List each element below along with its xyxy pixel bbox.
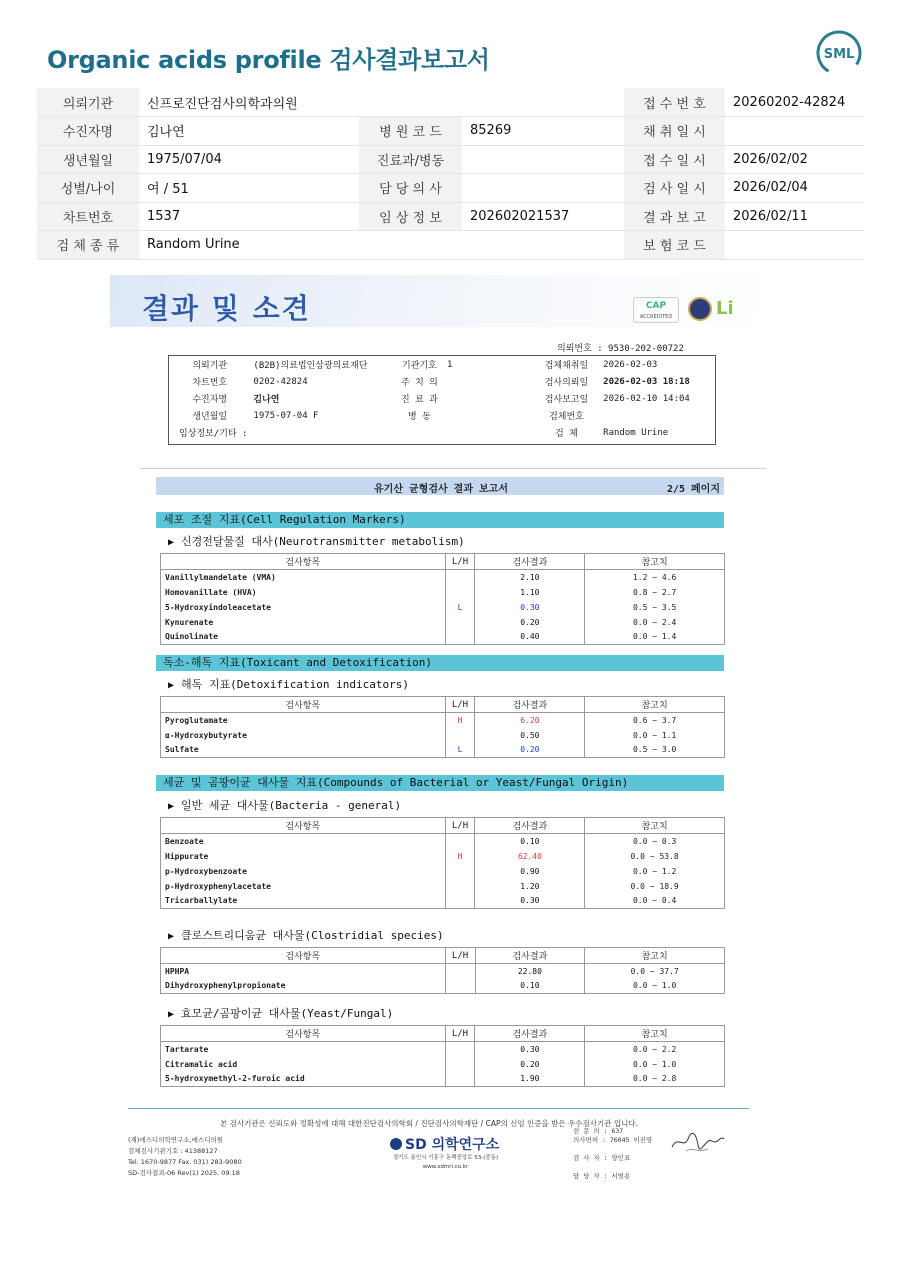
cell-name: Hippurate — [161, 849, 446, 864]
cell-lh: H — [445, 713, 475, 728]
report-patient-box — [168, 355, 716, 445]
info-row — [37, 145, 864, 174]
page-title: Organic acids profile 검사결과보고서 — [47, 46, 490, 74]
info-label: 검 사 일 시 — [624, 174, 725, 203]
report-header — [110, 275, 768, 327]
cell-lh — [445, 1057, 475, 1072]
patient-box-cell — [444, 424, 533, 441]
cell-ref: 0.0 ~ 0.4 — [585, 894, 725, 909]
cell-ref: 0.5 ~ 3.0 — [585, 743, 725, 758]
table-row — [161, 864, 725, 879]
table-row — [161, 1057, 725, 1072]
info-row — [37, 231, 864, 260]
table-row — [161, 585, 725, 600]
cell-lh — [445, 1042, 475, 1057]
section-header: 독소-해독 지표(Toxicant and Detoxification) — [156, 655, 724, 671]
subsection-title: ▶ 해독 지표(Detoxification indicators) — [168, 678, 409, 691]
table-row — [161, 879, 725, 894]
cell-name: Citramalic acid — [161, 1057, 446, 1072]
info-label: 의뢰기관 — [37, 88, 139, 117]
cell-val: 0.20 — [475, 1057, 585, 1072]
table-row — [161, 1072, 725, 1087]
patient-box-cell — [444, 407, 533, 424]
info-label: 담 당 의 사 — [359, 174, 462, 203]
footer-notice: 본 검사기관은 신뢰도와 정확성에 대해 대한진단검사의학회 / 진단검사의학재단 / CAP의 신임 인증을 받은 우수검사기관 입니다. — [220, 1119, 638, 1128]
info-label: 생년월일 — [37, 145, 139, 174]
subsection-title: ▶ 클로스트리디움균 대사물(Clostridial species) — [168, 929, 444, 942]
footer-signers: 전 문 의 : 637 의사면허 : 76045 이진영 검 사 자 : 양인표 담 당 자 : 서범용 — [573, 1127, 653, 1180]
cell-lh — [445, 615, 475, 630]
subsection-title: ▶ 일반 세균 대사물(Bacteria - general) — [168, 799, 402, 812]
cell-val: 1.90 — [475, 1072, 585, 1087]
seal-icon — [688, 297, 712, 321]
cell-val: 1.20 — [475, 879, 585, 894]
li-logo-icon: Li — [716, 298, 734, 319]
subsection-title: ▶ 효모균/곰팡이균 대사물(Yeast/Fungal) — [168, 1007, 394, 1020]
info-value: Random Urine — [139, 231, 359, 260]
info-value: 85269 — [462, 117, 624, 146]
patient-info-table — [37, 88, 864, 260]
cell-val: 0.90 — [475, 864, 585, 879]
cell-name: Tricarballylate — [161, 894, 446, 909]
triangle-bullet-icon: ▶ — [168, 537, 175, 548]
info-label: 결 과 보 고 — [624, 202, 725, 231]
info-label: 수진자명 — [37, 117, 139, 146]
table-row — [161, 713, 725, 728]
cell-ref: 0.8 ~ 2.7 — [585, 585, 725, 600]
cell-ref: 0.0 ~ 1.4 — [585, 630, 725, 645]
info-value — [725, 117, 864, 146]
cell-name: 5-hydroxymethyl-2-furoic acid — [161, 1072, 446, 1087]
cell-val: 0.50 — [475, 728, 585, 743]
patient-box-cell: 병 동 — [408, 412, 431, 422]
table-row — [161, 743, 725, 758]
cell-name: p-Hydroxybenzoate — [161, 864, 446, 879]
cell-lh: L — [445, 743, 475, 758]
column-header: 참고치 — [585, 554, 725, 570]
info-row — [37, 202, 864, 231]
table-row — [161, 964, 725, 979]
cell-val: 62.40 — [475, 849, 585, 864]
cell-val: 0.20 — [475, 743, 585, 758]
cell-ref: 0.0 ~ 2.2 — [585, 1042, 725, 1057]
results-table — [160, 696, 725, 758]
patient-box-cell: 2026-02-03 — [603, 359, 658, 370]
patient-box-cell: 주 치 의 — [400, 378, 438, 388]
patient-box-cell — [444, 373, 533, 390]
patient-box-cell — [600, 407, 715, 424]
section-header: 세포 조절 지표(Cell Regulation Markers) — [156, 512, 724, 528]
info-value — [462, 88, 624, 117]
table-row — [161, 849, 725, 864]
info-label: 채 취 일 시 — [624, 117, 725, 146]
sd-logo-icon — [390, 1138, 402, 1150]
table-row — [161, 728, 725, 743]
table-row — [161, 630, 725, 645]
column-header: 검사항목 — [161, 948, 446, 964]
column-header: L/H — [445, 818, 475, 834]
cell-ref: 1.2 ~ 4.6 — [585, 570, 725, 585]
info-value: 1975/07/04 — [139, 145, 359, 174]
info-value: 2026/02/04 — [725, 174, 864, 203]
column-header: 검사결과 — [475, 554, 585, 570]
cell-ref: 0.0 ~ 2.8 — [585, 1072, 725, 1087]
cell-name: α-Hydroxybutyrate — [161, 728, 446, 743]
info-value: 여 / 51 — [139, 174, 359, 203]
column-header: 검사결과 — [475, 1026, 585, 1042]
table-row — [161, 979, 725, 994]
triangle-bullet-icon: ▶ — [168, 1009, 175, 1020]
patient-box-cell: 진 료 과 — [400, 395, 438, 405]
cell-val: 0.30 — [475, 1042, 585, 1057]
cell-name: Vanillylmandelate (VMA) — [161, 570, 446, 585]
patient-box-cell: 생년월일 — [192, 412, 228, 422]
info-label — [359, 88, 462, 117]
patient-box-cell: 검사의뢰일 — [544, 378, 589, 388]
results-table — [160, 1025, 725, 1087]
cell-ref: 0.0 ~ 0.3 — [585, 834, 725, 849]
table-row — [161, 834, 725, 849]
cell-lh — [445, 585, 475, 600]
cell-lh — [445, 964, 475, 979]
column-header: L/H — [445, 1026, 475, 1042]
cell-lh — [445, 570, 475, 585]
info-label — [359, 231, 462, 260]
cell-lh — [445, 864, 475, 879]
cell-lh — [445, 979, 475, 994]
patient-box-cell — [250, 424, 394, 441]
sml-logo-icon — [816, 30, 862, 76]
report-title: 결과 및 소견 — [142, 292, 311, 325]
cell-lh — [445, 879, 475, 894]
cell-name: Sulfate — [161, 743, 446, 758]
cell-name: Benzoate — [161, 834, 446, 849]
info-label: 진료과/병동 — [359, 145, 462, 174]
request-number: 의뢰번호 : 9530-202-00722 — [557, 344, 684, 354]
column-header: 검사결과 — [475, 697, 585, 713]
column-header: 검사결과 — [475, 818, 585, 834]
cell-ref: 0.0 ~ 37.7 — [585, 964, 725, 979]
patient-box-cell: 임상정보/기타 : — [179, 429, 248, 439]
column-header: 참고치 — [585, 948, 725, 964]
column-header: 검사항목 — [161, 554, 446, 570]
patient-box-cell: 1975-07-04 F — [253, 410, 319, 421]
cell-name: Tartarate — [161, 1042, 446, 1057]
patient-box-cell: 검사보고일 — [544, 395, 589, 405]
cell-val: 0.40 — [475, 630, 585, 645]
sd-logo: SD 의학연구소 — [390, 1134, 499, 1154]
cell-ref: 0.5 ~ 3.5 — [585, 600, 725, 615]
cell-val: 0.10 — [475, 834, 585, 849]
patient-box-cell: 검 체 — [555, 429, 578, 439]
report-image — [110, 275, 768, 1105]
report-subtitle: 유기산 균형검사 결과 보고서 — [374, 484, 508, 495]
column-header: L/H — [445, 554, 475, 570]
cell-val: 0.20 — [475, 615, 585, 630]
column-header: 참고치 — [585, 1026, 725, 1042]
cell-name: Dihydroxyphenylpropionate — [161, 979, 446, 994]
table-row — [161, 570, 725, 585]
cell-ref: 0.0 ~ 18.9 — [585, 879, 725, 894]
patient-box-cell: 2026-02-10 14:04 — [603, 393, 690, 404]
column-header: 검사항목 — [161, 818, 446, 834]
cell-ref: 0.6 ~ 3.7 — [585, 713, 725, 728]
info-label: 접 수 일 시 — [624, 145, 725, 174]
cell-name: Kynurenate — [161, 615, 446, 630]
cell-lh — [445, 1072, 475, 1087]
info-label: 보 험 코 드 — [624, 231, 725, 260]
patient-box-cell: Random Urine — [603, 427, 669, 438]
column-header: 검사항목 — [161, 1026, 446, 1042]
patient-box-cell: 수진자명 — [192, 395, 228, 405]
column-header: 참고치 — [585, 818, 725, 834]
subsection-title: ▶ 신경전달물질 대사(Neurotransmitter metabolism) — [168, 535, 465, 548]
cell-ref: 0.0 ~ 2.4 — [585, 615, 725, 630]
patient-box-cell: 의뢰기관 — [192, 361, 228, 371]
info-label: 검 체 종 류 — [37, 231, 139, 260]
info-value: 2026/02/11 — [725, 202, 864, 231]
info-value: 20260202-42824 — [725, 88, 864, 117]
cell-name: HPHPA — [161, 964, 446, 979]
cell-ref: 0.0 ~ 53.8 — [585, 849, 725, 864]
cell-val: 0.10 — [475, 979, 585, 994]
cap-accredited-icon: CAP ACCREDITED — [633, 297, 679, 323]
report-footer — [128, 1108, 749, 1183]
table-row — [161, 894, 725, 909]
cell-name: 5-Hydroxyindoleacetate — [161, 600, 446, 615]
info-label: 성별/나이 — [37, 174, 139, 203]
triangle-bullet-icon: ▶ — [168, 931, 175, 942]
cell-ref: 0.0 ~ 1.0 — [585, 1057, 725, 1072]
table-row — [161, 1042, 725, 1057]
cell-lh: L — [445, 600, 475, 615]
info-value: 신프로진단검사의학과의원 — [139, 88, 359, 117]
info-value — [462, 231, 624, 260]
patient-box-cell: 0202-42824 — [253, 376, 308, 387]
page-indicator: 2/5 페이지 — [666, 484, 720, 495]
column-header: 검사항목 — [161, 697, 446, 713]
results-table — [160, 947, 725, 994]
patient-box-cell: 검체번호 — [549, 412, 584, 422]
patient-box-cell: 김나연 — [253, 395, 280, 405]
cell-val: 6.20 — [475, 713, 585, 728]
cell-val: 1.10 — [475, 585, 585, 600]
cell-lh — [445, 630, 475, 645]
cell-lh — [445, 728, 475, 743]
cell-val: 0.30 — [475, 894, 585, 909]
cell-name: Quinolinate — [161, 630, 446, 645]
column-header: 검사결과 — [475, 948, 585, 964]
patient-box-cell: 검체채취일 — [544, 361, 589, 371]
results-table — [160, 817, 725, 909]
footer-lab-info: (재)에스디의학연구소,에스디의원 검체검사기관기호 : 41388127 Tel. 1670-9877 Fax. 031) 283-9080 SD-검사결과-06 Rev(1) 2025. 09.18 — [128, 1136, 242, 1177]
info-value: 202602021537 — [462, 202, 624, 231]
info-value — [725, 231, 864, 260]
cell-ref: 0.0 ~ 1.2 — [585, 864, 725, 879]
results-table — [160, 553, 725, 645]
cell-val: 0.30 — [475, 600, 585, 615]
column-header: 참고치 — [585, 697, 725, 713]
cell-ref: 0.0 ~ 1.0 — [585, 979, 725, 994]
cell-val: 2.10 — [475, 570, 585, 585]
column-header: L/H — [445, 948, 475, 964]
section-header: 세균 및 곰팡이균 대사물 지표(Compounds of Bacterial or Yeast/Fungal Origin) — [156, 775, 724, 791]
info-value: 2026/02/02 — [725, 145, 864, 174]
patient-box-cell: 차트번호 — [192, 378, 228, 388]
signature-icon — [668, 1129, 726, 1155]
divider — [140, 468, 766, 469]
info-row — [37, 174, 864, 203]
info-value: 1537 — [139, 202, 359, 231]
info-value — [462, 174, 624, 203]
triangle-bullet-icon: ▶ — [168, 801, 175, 812]
patient-box-cell — [444, 390, 533, 407]
cell-name: p-Hydroxyphenylacetate — [161, 879, 446, 894]
report-subtitle-bar — [156, 477, 724, 495]
cell-ref: 0.0 ~ 1.1 — [585, 728, 725, 743]
footer-address: 경기도 용인시 기흥구 동백중앙로 53-(중동) www.sdmri.co.kr — [392, 1155, 499, 1170]
patient-box-cell: 기관기호 — [402, 361, 437, 371]
info-row — [37, 88, 864, 117]
triangle-bullet-icon: ▶ — [168, 680, 175, 691]
column-header: L/H — [445, 697, 475, 713]
table-row — [161, 615, 725, 630]
cell-lh — [445, 894, 475, 909]
svg-text:SML: SML — [823, 47, 855, 62]
info-value: 김나연 — [139, 117, 359, 146]
table-row — [161, 600, 725, 615]
info-row — [37, 117, 864, 146]
cell-lh — [445, 834, 475, 849]
patient-box-cell — [395, 424, 444, 441]
cell-name: Homovanillate (HVA) — [161, 585, 446, 600]
cell-lh: H — [445, 849, 475, 864]
info-label: 임 상 정 보 — [359, 202, 462, 231]
cell-name: Pyroglutamate — [161, 713, 446, 728]
patient-box-cell: 1 — [446, 359, 453, 370]
info-value — [462, 145, 624, 174]
info-label: 접 수 번 호 — [624, 88, 725, 117]
cell-val: 22.80 — [475, 964, 585, 979]
patient-box-cell: (B2B)의료법인삼광의료재단 — [253, 361, 368, 371]
info-label: 병 원 코 드 — [359, 117, 462, 146]
patient-box-cell: 2026-02-03 18:18 — [603, 376, 690, 387]
info-label: 차트번호 — [37, 202, 139, 231]
